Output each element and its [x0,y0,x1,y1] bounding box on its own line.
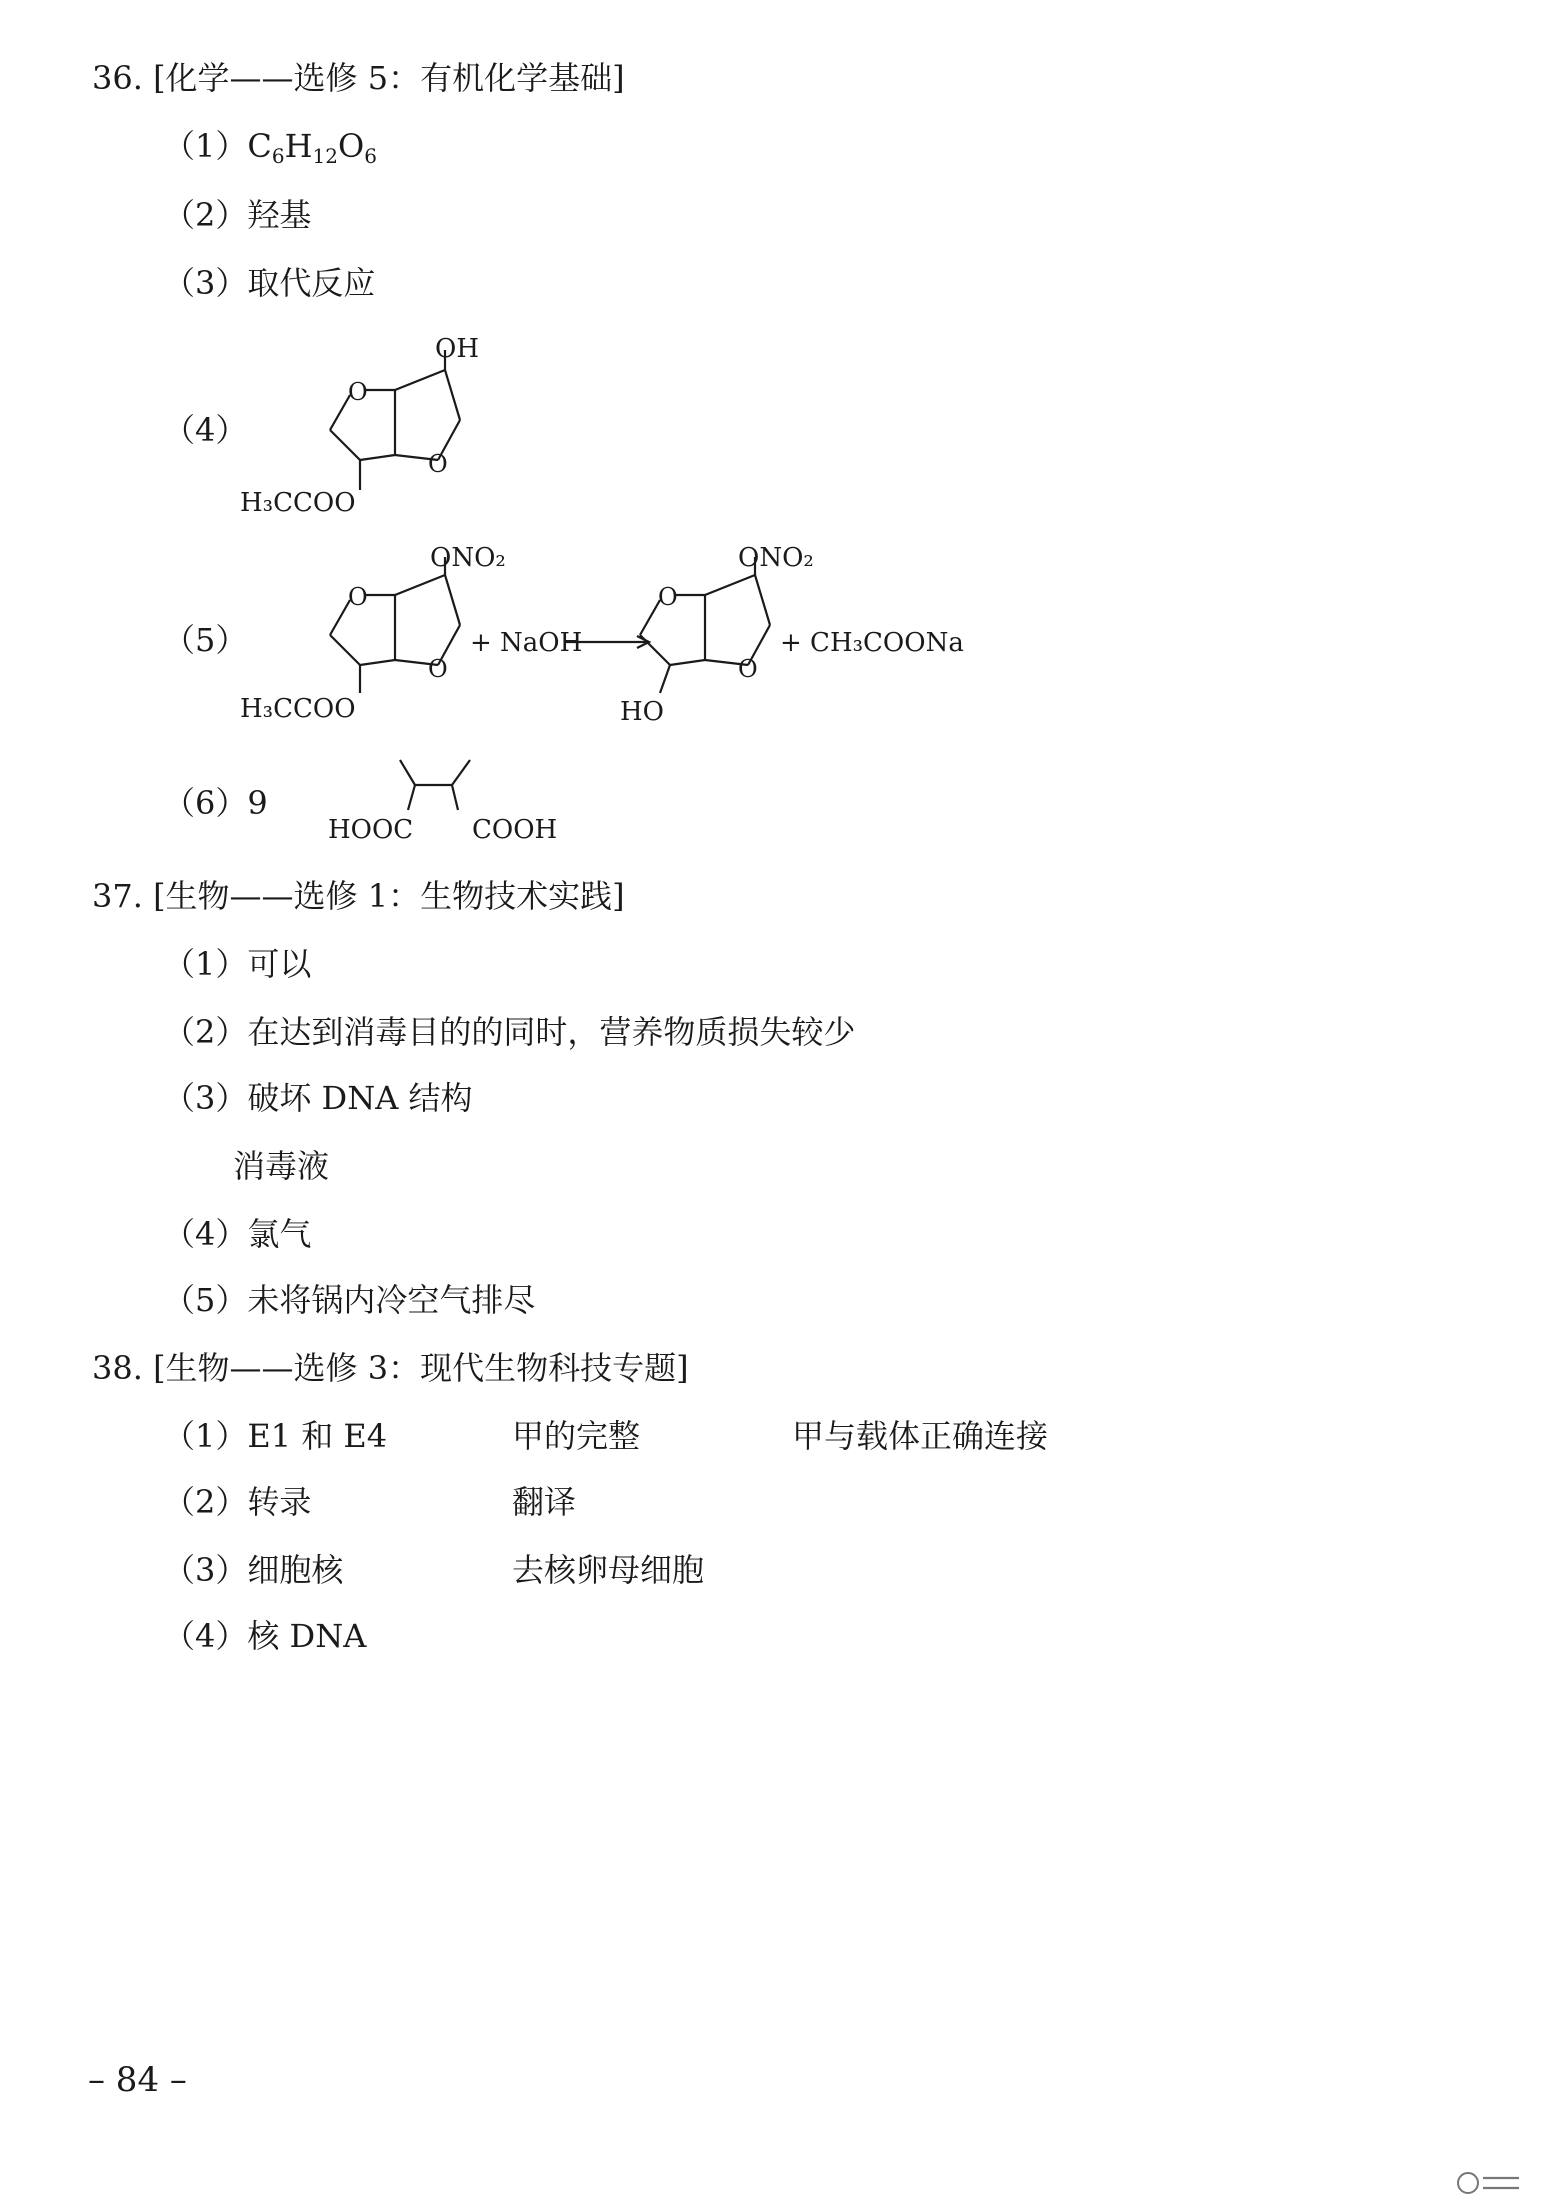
q38-answer-2b: 翻译 [512,1483,577,1521]
q37-header: 37. [生物——选修 1：生物技术实践] [92,877,625,915]
q36-5-product-hydroxyl: HO [620,697,664,727]
q36-answer-6: （6）9 [163,784,268,822]
q36-answer-3: （3）取代反应 [163,264,376,302]
q36-answer-5-label: （5） [163,621,248,659]
q38-answer-3: （3）细胞核 [163,1551,344,1589]
q36-answer-2: （2）羟基 [163,196,312,234]
q38-answer-1c: 甲与载体正确连接 [792,1417,1049,1455]
q38-header: 38. [生物——选修 3：现代生物科技专题] [92,1349,689,1387]
q37-answer-2: （2）在达到消毒目的的同时，营养物质损失较少 [163,1013,856,1051]
q36-answer-1: $(1)C_6H_{12}O_6$ [163,127,377,168]
ring-oxygen-2: O [738,655,758,683]
dicarboxylic-acid-structure [380,755,490,815]
q36-5-plus-naoh: + NaOH [470,628,583,658]
q36-5-right-nitrate: ONO₂ [738,543,814,573]
q38-answer-3b: 去核卵母细胞 [512,1551,705,1589]
q38-answer-1: （1）E1 和 E4 [163,1417,388,1455]
watermark-logo-icon [1455,2170,1525,2196]
reactant-structure [320,565,470,715]
q36-answer-4-label: （4） [163,411,248,449]
q38-answer-4: （4）核 DNA [163,1617,367,1655]
q36-6-left-carboxyl: HOOC [328,815,414,845]
q36-5-plus-sodium-acetate: + CH₃COONa [780,628,964,658]
ring-oxygen-1: O [658,583,678,611]
q37-answer-5: （5）未将锅内冷空气排尽 [163,1281,536,1319]
q36-4-acetate: H₃CCOO [240,488,356,518]
product-structure [630,565,780,715]
q36-5-left-acetate: H₃CCOO [240,694,356,724]
q37-answer-3: （3）破坏 DNA 结构 [163,1079,473,1117]
ring-oxygen-1: O [348,583,368,611]
ring-oxygen-2: O [428,450,448,478]
q37-answer-4: （4）氯气 [163,1215,312,1253]
q36-5-left-nitrate: ONO₂ [430,543,506,573]
q38-answer-1b: 甲的完整 [512,1417,641,1455]
q36-header: 36. [化学——选修 5：有机化学基础] [92,59,625,97]
q37-answer-3b: 消毒液 [233,1147,330,1185]
ring-oxygen-2: O [428,655,448,683]
q36-6-right-carboxyl: COOH [472,815,558,845]
q36-4-hydroxyl: OH [435,334,479,364]
q38-answer-2: （2）转录 [163,1483,312,1521]
ring-oxygen-1: O [348,378,368,406]
q37-answer-1: （1）可以 [163,945,312,983]
page-number: – 84 – [88,2060,187,2100]
